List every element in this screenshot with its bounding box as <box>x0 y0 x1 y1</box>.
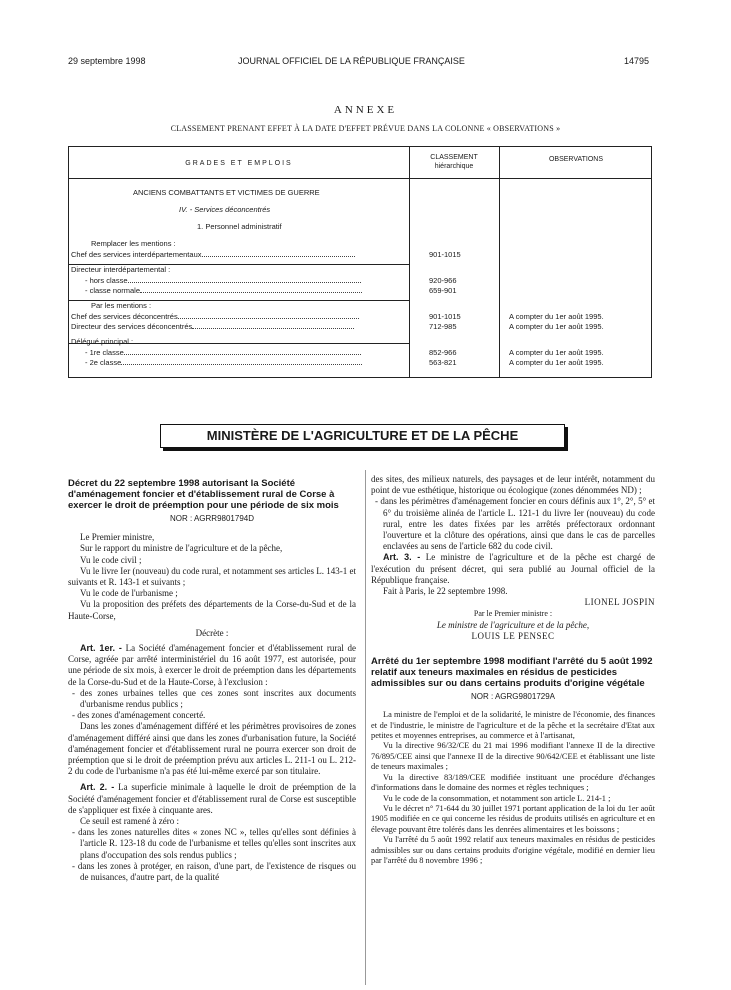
paragraph: Le Premier ministre, <box>80 532 155 543</box>
paragraph: Vu le livre Ier (nouveau) du code rural, et notamment ses articles L. 143-1 et suivants et R. 143-1 et suivants ; <box>68 565 356 588</box>
paragraph: Dans les zones d'aménagement différé et les périmètres provisoires de zones d'aménagement différé ainsi que dans les zones d'urbanisation future, la Société d'aménagement foncier et d'établissement rural ne pourra exercer son droit de préemption que si le droit de préemption prévu aux articles L. 211-1 ou L. 212-2 du code de l'urbanisme n'a pas été lui-même exercé par son titulaire. <box>68 721 356 777</box>
arrete-nor: NOR : AGRG9801729A <box>470 692 556 702</box>
table-row-classement: 852-966 <box>429 348 457 357</box>
paragraph: Vu le code de la consommation, et notamment son article L. 214-1 ; <box>383 793 611 803</box>
annexe-subtitle: CLASSEMENT PRENANT EFFET À LA DATE D'EFFET PRÉVUE DANS LA COLONNE « OBSERVATIONS » <box>170 124 561 133</box>
paragraph: des sites, des milieux naturels, des paysages et de leur intérêt, notamment du point de vue esthétique, historique ou écologique (zones dénommées ND) ; <box>371 474 655 496</box>
table-row-observation: A compter du 1er août 1995. <box>509 358 604 367</box>
row-label-text: Directeur des services déconcentrés <box>71 322 193 331</box>
row-label-text: - hors classe <box>85 276 128 285</box>
leader-dots <box>192 328 354 329</box>
classement-table <box>68 146 652 378</box>
article-2-text: La superficie minimale à laquelle le droit de préemption de la Société d'aménagement foncier et d'établissement rural de Corse est susceptible de s'appliquer est fixée à cinquante ares. <box>68 782 356 815</box>
paragraph: La ministre de l'emploi et de la solidarité, le ministre de l'économie, des finances et de l'industrie, le ministre de l'agriculture et de la pêche et la secrétaire d'Etat aux petites et moyennes entreprises, au commerce et à l'artisanat, <box>371 710 655 741</box>
article-1-label: Art. 1er. - <box>80 643 122 654</box>
row-label-text: Par les mentions : <box>91 301 152 310</box>
signature-premier-ministre: LIONEL JOSPIN <box>584 597 655 608</box>
page-number: 14795 <box>624 56 650 66</box>
arrete-title: Arrêté du 1er septembre 1998 modifiant l'arrêté du 5 août 1992 relatif aux teneurs maximales en résidus de pesticides admissibles sur ou dans certains produits d'origine végétale <box>371 656 653 690</box>
paragraph: Vu la directive 96/32/CE du 21 mai 1996 modifiant l'annexe II de la directive 76/895/CEE ainsi que l'annexe II de la directive 90/642/CEE et établissant une liste de teneurs maximales ; <box>371 741 655 772</box>
table-row-label <box>71 265 170 274</box>
table-row-observation: A compter du 1er août 1995. <box>509 322 604 331</box>
paragraph: Vu la directive 83/189/CEE modifiée instituant une procédure d'échanges d'informations dans le domaine des normes et règles techniques ; <box>371 772 655 793</box>
subsection-title: IV. - Services déconcentrés <box>179 205 271 214</box>
article-1-text: La Société d'aménagement foncier et d'établissement rural de Corse, agréée par arrêté interministériel du 16 août 1977, est autorisée, pour une période de six mois, à exercer le droit de préemption dans les départements de la Corse-du-Sud et de la Haute-Corse, à l'exclusion : <box>68 643 357 687</box>
row-label-text: - 1re classe <box>85 348 124 357</box>
row-label-text: Chef des services interdépartementaux <box>71 250 202 259</box>
subsubsection-title: 1. Personnel administratif <box>197 222 282 231</box>
table-row-label <box>85 286 362 295</box>
table-row-label <box>91 301 151 310</box>
table-row-classement: 563-821 <box>429 358 457 367</box>
article-2 <box>68 782 356 816</box>
article-2-label: Art. 2. - <box>80 782 115 793</box>
paragraph: Vu la proposition des préfets des départements de la Corse-du-Sud et de la Haute-Corse, <box>68 599 356 621</box>
leader-dots <box>121 364 362 365</box>
leader-dots <box>202 256 356 257</box>
list-item: - des zones urbaines telles que ces zones sont inscrites aux documents d'urbanisme rendus publics ; <box>72 687 356 710</box>
fait-a-paris: Fait à Paris, le 22 septembre 1998. <box>383 586 508 597</box>
list-item: - dans les périmètres d'aménagement foncier en cours définis aux 1°, 2°, 5° et 6° du troisième alinéa de l'article L. 121-1 du livre Ier (nouveau) du code rural, entre les dates fixées par les arrêtés préfectoraux ordonnant l'ouverture et la clôture des opérations, ainsi que dans le cas de parcelles enclavées au sens de l'article 682 du code civil. <box>375 496 655 552</box>
page-date: 29 septembre 1998 <box>68 56 146 66</box>
list-item: - des zones d'aménagement concerté. <box>72 710 206 721</box>
table-row-classement: 659-901 <box>429 286 457 295</box>
row-label-text: Chef des services déconcentrés <box>71 312 178 321</box>
signature-ministre: LOUIS LE PENSEC <box>471 630 555 641</box>
ministry-heading: MINISTÈRE DE L'AGRICULTURE ET DE LA PÊCHE <box>160 424 565 448</box>
minister-title: Le ministre de l'agriculture et de la pêche, <box>436 619 590 630</box>
right-column <box>371 474 655 866</box>
table-row-observation: A compter du 1er août 1995. <box>509 348 604 357</box>
table-row-classement: 920-966 <box>429 276 457 285</box>
column-header-classement: CLASSEMENT hiérarchique <box>430 154 478 170</box>
annexe-title: ANNEXE <box>333 104 398 116</box>
paragraph: Vu le code de l'urbanisme ; <box>80 588 178 599</box>
table-row-classement: 901-1015 <box>429 312 461 321</box>
table-row-classement: 712-985 <box>429 322 457 331</box>
article-3-label: Art. 3. - <box>383 552 421 563</box>
paragraph: Sur le rapport du ministre de l'agriculture et de la pêche, <box>80 543 283 554</box>
leader-dots <box>140 292 362 293</box>
table-row-label <box>71 337 133 346</box>
article-3 <box>371 552 655 586</box>
table-row-label <box>85 276 361 285</box>
list-item: - dans les zones à protéger, en raison, d'une part, de l'existence de risques ou de nuisances, d'autre part, de la qualité <box>72 860 356 883</box>
row-label-text: Directeur interdépartemental : <box>71 265 171 274</box>
table-row-label <box>71 250 355 259</box>
decree-nor: NOR : AGRR9801794D <box>169 514 255 523</box>
table-row-label <box>71 312 359 321</box>
par-le-premier-ministre: Par le Premier ministre : <box>473 609 553 619</box>
row-label-text: - 2e classe <box>85 358 122 367</box>
paragraph: Vu l'arrêté du 5 août 1992 relatif aux teneurs maximales en résidus de pesticides admissibles sur ou dans certains produits d'origine végétale, modifié en dernier lieu par l'arrêté du 8 novembre 1996 ; <box>371 835 655 865</box>
paragraph: Vu le code civil ; <box>80 554 142 565</box>
row-label-text: - classe normale <box>85 286 141 295</box>
leader-dots <box>124 354 361 355</box>
section-title: ANCIENS COMBATTANTS ET VICTIMES DE GUERRE <box>133 188 320 197</box>
table-row-classement: 901-1015 <box>429 250 461 259</box>
decree-title: Décret du 22 septembre 1998 autorisant la Société d'aménagement foncier et d'établissement rural de Corse à exercer le droit de préemption pour une période de six mois <box>68 478 339 511</box>
row-label-text: Délégué principal : <box>71 337 134 346</box>
table-row-label <box>91 239 176 248</box>
left-column <box>68 478 356 883</box>
leader-dots <box>178 318 359 319</box>
table-row-observation: A compter du 1er août 1995. <box>509 312 604 321</box>
column-header-grades: GRADES ET EMPLOIS <box>185 160 293 167</box>
article-3-text: Le ministre de l'agriculture et de la pêche est chargé de l'exécution du présent décret, qui sera publié au Journal officiel de la République française. <box>371 552 655 585</box>
table-row-label <box>85 358 362 367</box>
decrete: Décrète : <box>195 627 229 638</box>
column-header-observations: OBSERVATIONS <box>548 156 604 163</box>
list-item: - dans les zones naturelles dites « zones NC », telles qu'elles sont définies à l'article R. 123-18 du code de l'urbanisme et telles qu'elles sont inscrites aux plans d'occupation des sols rendus publics ; <box>72 827 356 860</box>
paragraph: Ce seuil est ramené à zéro : <box>80 816 179 827</box>
article-1 <box>68 643 356 688</box>
journal-title: JOURNAL OFFICIEL DE LA RÉPUBLIQUE FRANÇAISE <box>238 56 465 66</box>
table-row-label <box>85 348 361 357</box>
table-row-label <box>71 322 354 331</box>
row-label-text: Remplacer les mentions : <box>91 239 176 248</box>
leader-dots <box>128 282 361 283</box>
paragraph: Vu le décret n° 71-644 du 30 juillet 1971 portant application de la loi du 1er août 1905 modifiée en ce qui concerne les résidus de produits utilisés en agriculture et en élevage pouvant être tolérés dans les denrées alimentaires et les boissons ; <box>371 803 655 834</box>
